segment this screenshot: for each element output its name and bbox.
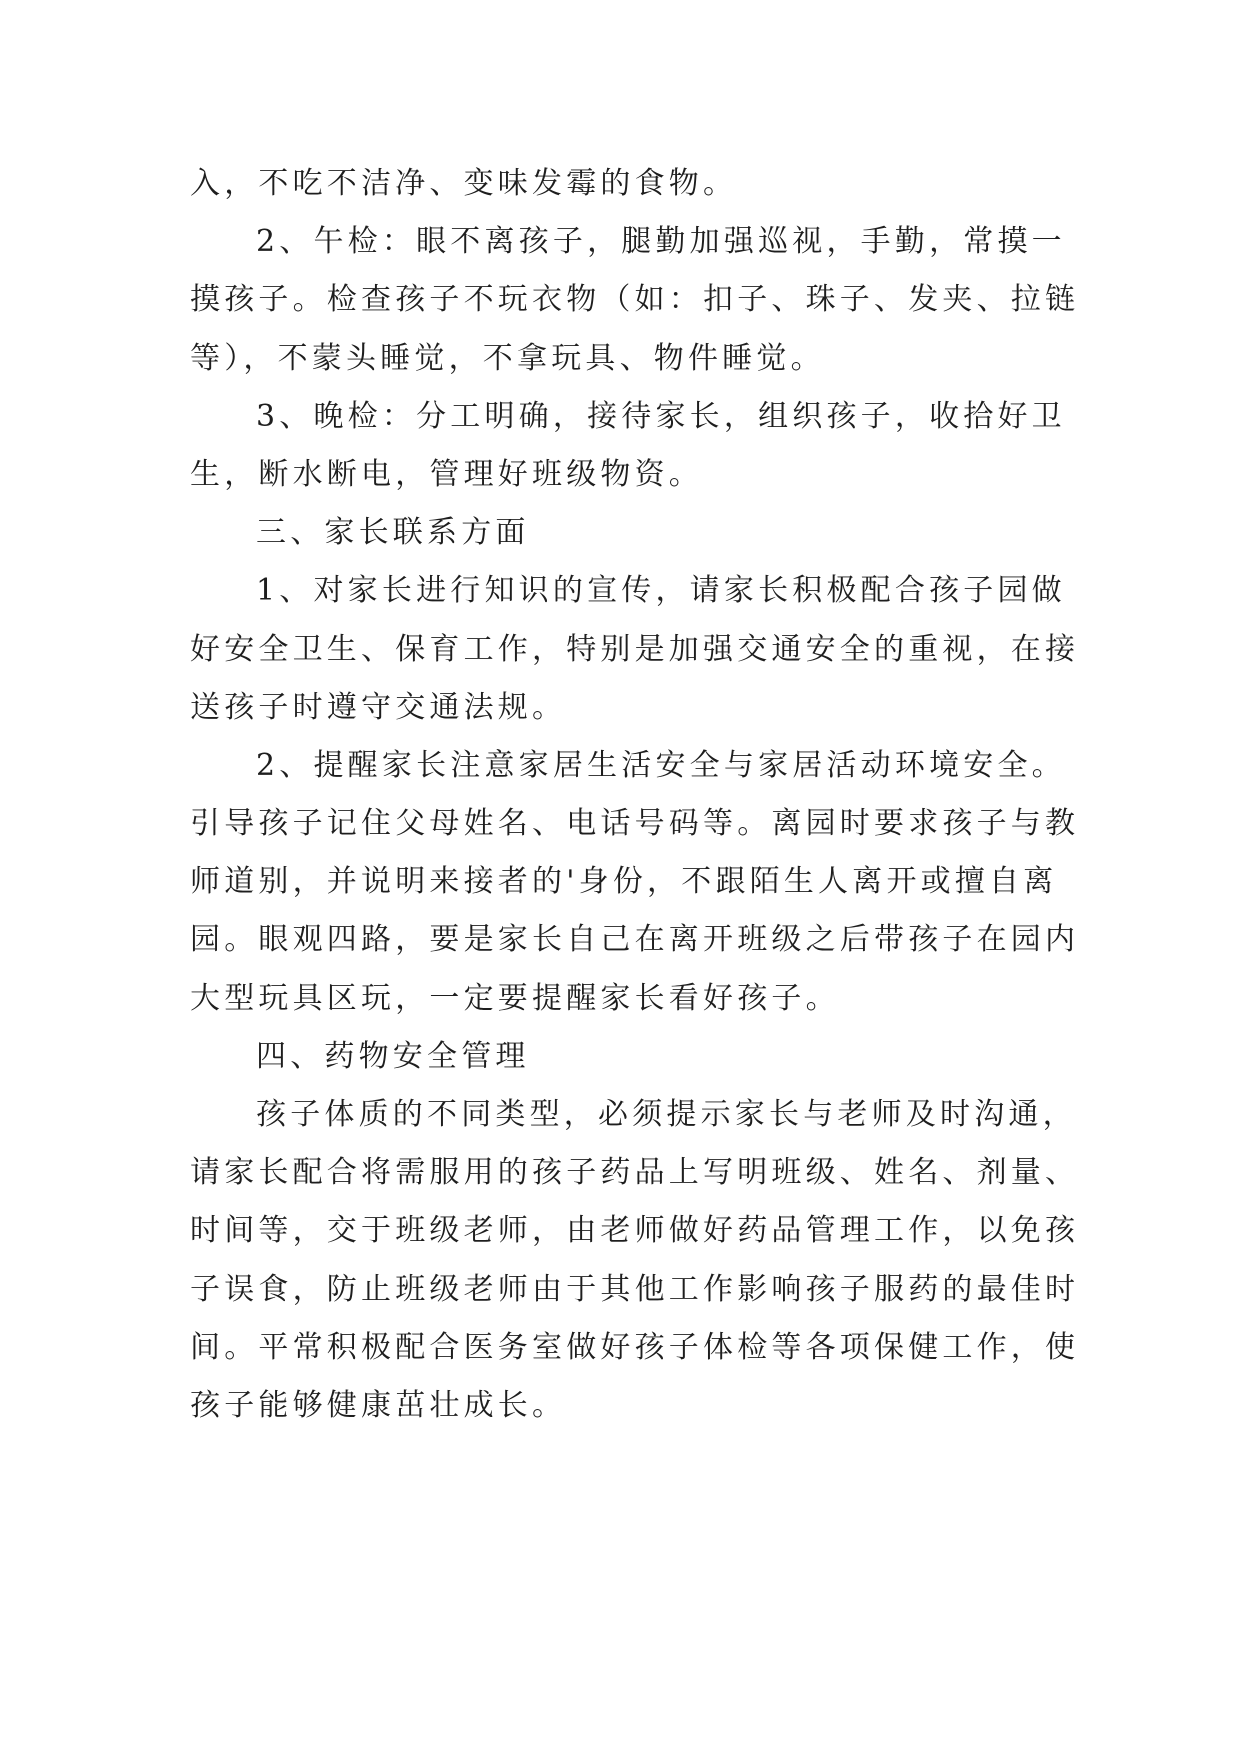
text-line: 师道别，并说明来接者的'身份，不跟陌生人离开或擅自离 [190, 864, 1058, 900]
text-line: 好安全卫生、保育工作，特别是加强交通安全的重视，在接 [190, 631, 1080, 667]
text-line: 请家长配合将需服用的孩子药品上写明班级、姓名、剂量、 [190, 1155, 1080, 1191]
text-line: 生，断水断电，管理好班级物资。 [190, 456, 703, 492]
text-line: 2、提醒家长注意家居生活安全与家居活动环境安全。 [256, 747, 1066, 783]
text-line: 孩子体质的不同类型，必须提示家长与老师及时沟通， [256, 1097, 1077, 1132]
text-line: 时间等，交于班级老师，由老师做好药品管理工作，以免孩 [190, 1213, 1080, 1249]
section-heading: 三、家长联系方面 [256, 515, 530, 551]
text-line: 入，不吃不洁净、变味发霉的食物。 [190, 166, 738, 201]
text-line: 送孩子时遵守交通法规。 [190, 689, 567, 725]
text-line: 大型玩具区玩，一定要提醒家长看好孩子。 [190, 980, 840, 1016]
section-heading: 四、药物安全管理 [256, 1038, 530, 1074]
document-body [190, 155, 1080, 1435]
text-line: 等），不蒙头睡觉，不拿玩具、物件睡觉。 [190, 340, 825, 376]
text-line: 1、对家长进行知识的宣传，请家长积极配合孩子园做 [256, 573, 1066, 609]
text-line: 间。平常积极配合医务室做好孩子体检等各项保健工作，使 [190, 1329, 1080, 1365]
text-line: 子误食，防止班级老师由于其他工作影响孩子服药的最佳时 [190, 1271, 1080, 1307]
text-line: 3、晚检：分工明确，接待家长，组织孩子，收拾好卫 [256, 398, 1066, 434]
text-line: 摸孩子。检查孩子不玩衣物（如：扣子、珠子、发夹、拉链 [190, 282, 1080, 318]
text-line: 引导孩子记住父母姓名、电话号码等。离园时要求孩子与教 [190, 806, 1080, 842]
text-line: 2、午检：眼不离孩子，腿勤加强巡视，手勤，常摸一 [256, 224, 1066, 260]
text-line: 孩子能够健康茁壮成长。 [190, 1387, 567, 1423]
text-line: 园。眼观四路，要是家长自己在离开班级之后带孩子在园内 [190, 922, 1080, 958]
